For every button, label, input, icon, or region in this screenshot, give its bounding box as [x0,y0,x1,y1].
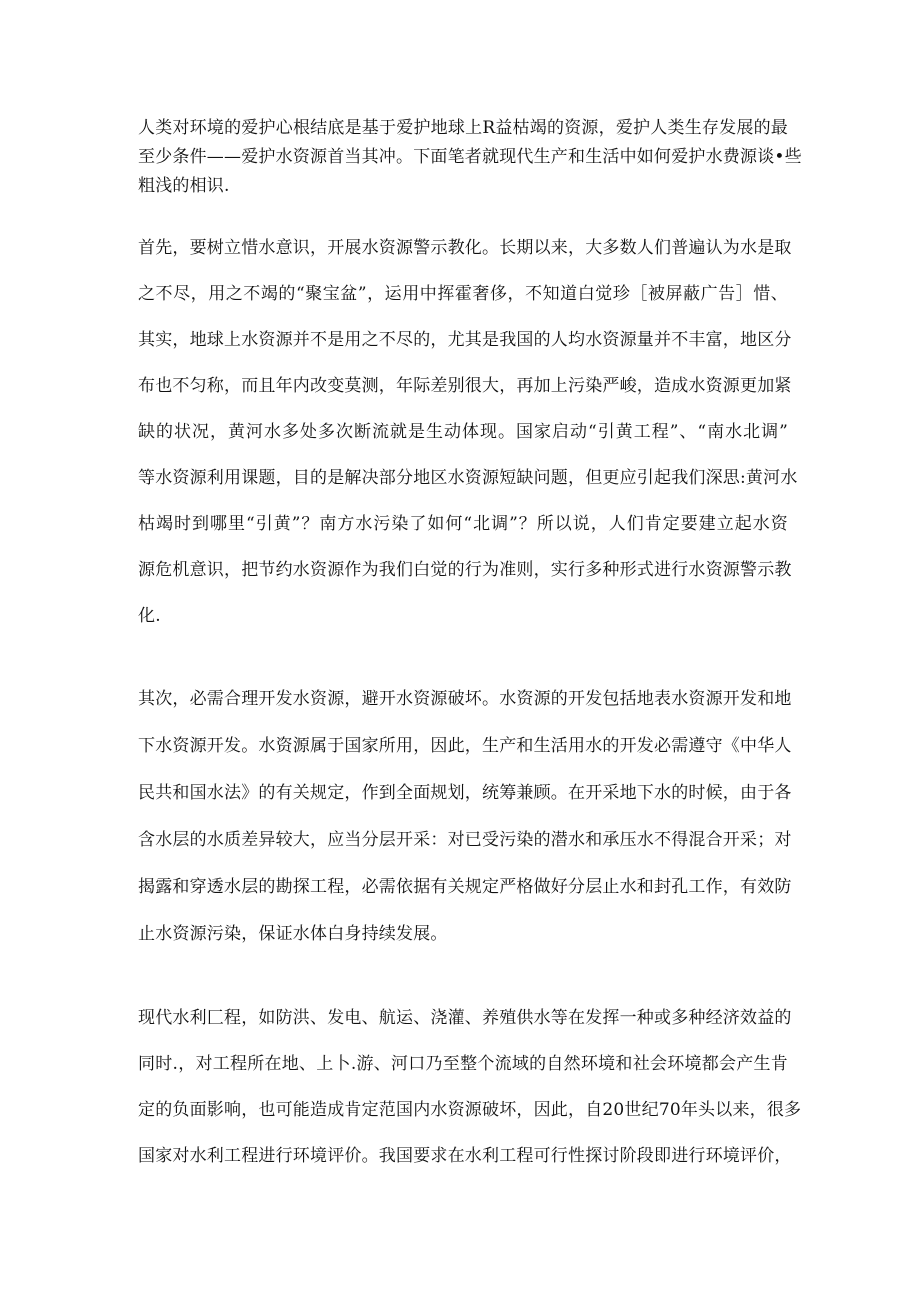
text-line: 至少条件——爱护水资源首当其冲。下面笔者就现代生产和生活中如何爱护水费源谈•些 [138,147,802,167]
text-line: 下水资源开发。水资源属于国家所用，因此，生产和生活用水的开发必需遵守《中华人 [138,736,792,756]
text-line: 粗浅的相识. [138,176,230,196]
text-line: 民共和国水法》的有关规定，作到全面规划，统筹兼顾。在开采地下水的时候，由于各 [138,783,792,803]
text-line: 其实，地球上水资源并不是用之不尽的，尤其是我国的人均水资源量并不丰富，地区分 [138,330,792,350]
text-line: 人类对环境的爱护心根结底是基于爱护地球上R益枯竭的资源，爱护人类生存发展的最 [138,118,788,138]
paragraph-water-projects [138,995,802,1179]
text-line: 首先，要树立惜水意识，开展水资源警示教化。长期以来，大多数人们普遍认为水是取 [138,238,792,258]
text-line: 揭露和穿透水层的勘探工程，必需依据有关规定严格做好分层止水和封孔工作，有效防 [138,877,792,897]
paragraph-intro [138,114,802,201]
text-line: 缺的状况，黄河水多处多次断流就是生动体现。国家启动“引黄工程”、“南水北调” [138,422,788,442]
text-line: 其次，必需合理开发水资源，避开水资源破坏。水资源的开发包括地表水资源开发和地 [138,689,792,709]
text-line: 枯竭时到哪里“引黄”？南方水污染了如何“北调”？所以说，人们肯定要建立起水资 [138,514,788,534]
text-line: 国家对水利工程进行环境评价。我国要求在水利工程可行性探讨阶段即进行环境评价， [138,1146,792,1166]
text-line: 含水层的水质差异较大，应当分层开采：对已受污染的潜水和承压水不得混合开采；对 [138,830,792,850]
text-line: 同时.，对工程所在地、上卜.游、河口乃至整个流域的自然环境和社会环境都会产生肯 [138,1054,788,1074]
text-line: 源危机意识，把节约水资源作为我们白觉的行为准则，实行多种形式进行水资源警示教 [138,560,792,580]
text-line: 之不尽，用之不竭的“聚宝盆”，运用中挥霍奢侈，不知道白觉珍［被屏蔽广告］惜、 [138,284,788,304]
text-line: 现代水利匚程，如防洪、发电、航运、浇灌、养殖供水等在发挥一种或多种经济效益的 [138,1008,792,1028]
text-line: 定的负面影响，也可能造成肯定范国内水资源破坏，因此，自20世纪70年头以来，很多 [138,1100,802,1120]
text-line: 化. [138,606,161,626]
paragraph-water-awareness [138,225,798,639]
text-line: 布也不匀称，而且年内改变莫测，年际差别很大，再加上污染严峻，造成水资源更加紧 [138,376,792,396]
text-line: 等水资源利用课题，目的是解决部分地区水资源短缺问题，但更应引起我们深思:黄河水 [138,468,798,488]
text-line: 止水资源污染，保证水体白身持续发展。 [138,924,448,944]
paragraph-rational-development [138,676,792,958]
